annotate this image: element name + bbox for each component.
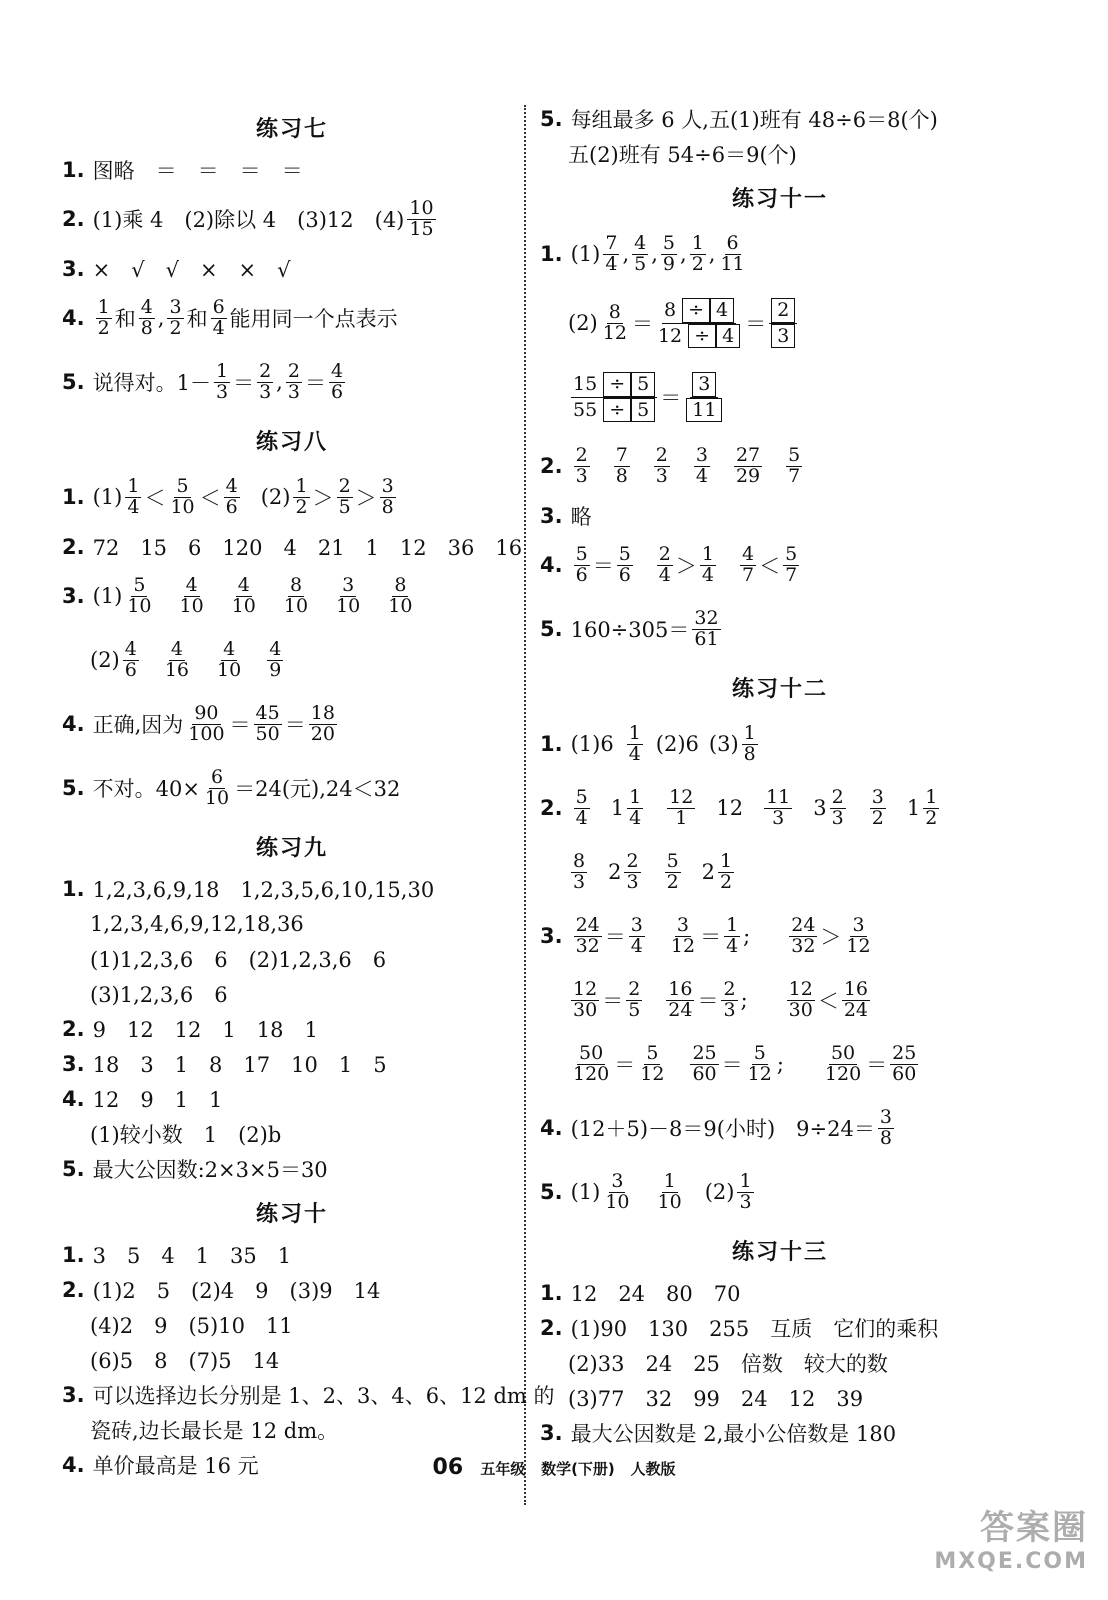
- s8-item-5: 5. 不对。40× $\frac{6}{10}$ ＝24(元),24＜32: [62, 765, 401, 809]
- s12-item-1: 1. (1)6 1 4 (2)6 (3) 1 8: [540, 721, 756, 765]
- s10-item-3b: 瓷砖,边长最长是 12 dm。: [90, 1418, 339, 1443]
- s7-item-3: 3. × √ √ × × √: [62, 256, 291, 282]
- s9-item-1c: (1)1,2,3,6 6 (2)1,2,3,6 6: [90, 947, 387, 972]
- s12-item-3b: 12 30 ＝ 2 5 16 24 ＝ 2 3 ; 12 30 ＜ 16 24: [573, 977, 869, 1021]
- s11-item-1c: 15 ÷ 5 55 ÷ 5 ＝ 3 11: [540, 361, 1020, 433]
- s13-item-2: 2. (1)90 130 255 互质 它们的乘积: [540, 1315, 939, 1341]
- s8-item-4: 4. 正确,因为 90 100 ＝ 45 50 ＝ 18 20: [62, 701, 335, 745]
- s8-item-2: 2. 72 15 6 120 4 21 1 12 36 16: [62, 534, 523, 560]
- s12-item-4: 4. (12＋5)－8＝9(小时) 9÷24＝ 3 8: [540, 1105, 892, 1149]
- s13-item-2c: (3)77 32 99 24 12 39: [568, 1386, 864, 1411]
- footer-edition: 人教版: [630, 1460, 676, 1478]
- s9-item-5: 5. 最大公因数:2×3×5＝30: [62, 1156, 328, 1182]
- s13-item-1: 1. 12 24 80 70: [540, 1280, 741, 1306]
- s11-item-3: 3. 略: [540, 503, 592, 529]
- s11-item-4: 4. 5 6 ＝ 5 6 2 4 ＞ 1 4 4 7 ＜ 5 7: [540, 542, 798, 586]
- s9-item-3: 3. 18 3 1 8 17 10 1 5: [62, 1051, 387, 1077]
- fraction: 10 15: [409, 196, 434, 240]
- s11-item-2: 2. 2 3 7 8 2 3 3 4 27 29 5 7: [540, 443, 801, 487]
- watermark-logo: 答案圈 MXQE.COM: [934, 1508, 1088, 1574]
- s9-item-1: 1. 1,2,3,6,9,18 1,2,3,5,6,10,15,30: [62, 876, 435, 902]
- s12-item-3c: 50 120 ＝ 5 12 25 60 ＝ 5 12 ; 50 120 ＝ 25 60: [573, 1041, 917, 1085]
- r-item-5: 5. 每组最多 6 人,五(1)班有 48÷6＝8(个): [540, 106, 938, 132]
- left-column: [62, 100, 555, 1483]
- s7-item-1: 1. 图略 ＝ ＝ ＝ ＝: [62, 157, 303, 183]
- s9-item-1b: 1,2,3,4,6,9,12,18,36: [90, 911, 304, 936]
- s9-item-1d: (3)1,2,3,6 6: [90, 982, 228, 1007]
- s12-item-2: 2. 5 4 1 1 4 12 1 12 11 3 3 2 3 3 2 1 1 2: [540, 785, 938, 829]
- s9-item-4: 4. 12 9 1 1: [62, 1086, 223, 1112]
- s12-item-2b: 8 3 2 2 3 5 2 2 1 2: [573, 849, 733, 893]
- s9-item-4b: (1)较小数 1 (2)b: [90, 1122, 282, 1147]
- s10-item-2c: (6)5 8 (7)5 14: [90, 1348, 280, 1373]
- s10-item-1: 1. 3 5 4 1 35 1: [62, 1242, 292, 1268]
- section-title-11: 练习十一: [731, 187, 828, 212]
- s10-item-4: 4. 单价最高是 16 元: [62, 1452, 259, 1478]
- s7-item-4: 4. 1 2 和 4 8 , 3 2 和 6 4 能用同一个点表示: [62, 295, 398, 339]
- s13-item-3: 3. 最大公因数是 2,最小公倍数是 180: [540, 1420, 897, 1446]
- section-title-12: 练习十二: [731, 677, 828, 702]
- s10-item-2: 2. (1)2 5 (2)4 9 (3)9 14: [62, 1277, 381, 1303]
- s7-item-2: 2. (1)乘 4 (2)除以 4 (3)12 (4) 10 15: [62, 196, 434, 240]
- right-column: [540, 100, 1020, 1451]
- s9-item-2: 2. 9 12 12 1 18 1: [62, 1016, 318, 1042]
- s10-item-3: 3. 可以选择边长分别是 1、2、3、4、6、12 dm 的: [62, 1382, 555, 1408]
- s11-item-5: 5. 160÷305＝ 32 61: [540, 606, 719, 650]
- s11-item-1: 1. (1) 7 4 , 4 5 , 5 9 , 1 2 , 6 11: [540, 231, 745, 275]
- s7-item-5: 5. 说得对。1－ 1 3 ＝ 2 3 , 2 3 ＝ 4 6: [62, 359, 344, 403]
- s12-item-5: 5. (1) 3 10 1 10 (2) 1 3: [540, 1169, 752, 1213]
- s10-item-2b: (4)2 9 (5)10 11: [90, 1313, 293, 1338]
- section-title-9: 练习九: [255, 836, 328, 861]
- s11-item-1b: (2) 8 12 ＝ 8 ÷ 4 12 ÷ 4 ＝ 2 3: [540, 287, 1020, 359]
- s12-item-3: 3. 24 32 ＝ 3 4 3 12 ＝ 1 4 ; 24 32 ＞ 3 12: [540, 913, 871, 957]
- section-title-10: 练习十: [255, 1202, 328, 1227]
- s8-item-3: 3. (1) 5 10 4 10 4 10 8 10 3 10 8 10: [62, 573, 413, 617]
- s8-item-1: 1. (1) 1 4 ＜ 5 10 ＜ 4 6 (2) 1 2 ＞ 2 5 ＞ 3 8: [62, 474, 394, 518]
- s13-item-2b: (2)33 24 25 倍数 较大的数: [568, 1351, 888, 1376]
- s8-item-3b: (2) 4 6 4 16 4 10 4 9: [90, 637, 282, 681]
- page-footer: [0, 1455, 1108, 1480]
- footer-grade: 五年级: [480, 1460, 526, 1478]
- r-item-5b: 五(2)班有 54÷6＝9(个): [568, 142, 797, 167]
- section-title-8: 练习八: [255, 430, 328, 455]
- section-title-7: 练习七: [255, 117, 328, 142]
- column-divider: [524, 105, 526, 1505]
- page-number: 06: [432, 1455, 464, 1480]
- footer-subject: 数学(下册): [541, 1460, 615, 1478]
- section-title-13: 练习十三: [731, 1240, 828, 1265]
